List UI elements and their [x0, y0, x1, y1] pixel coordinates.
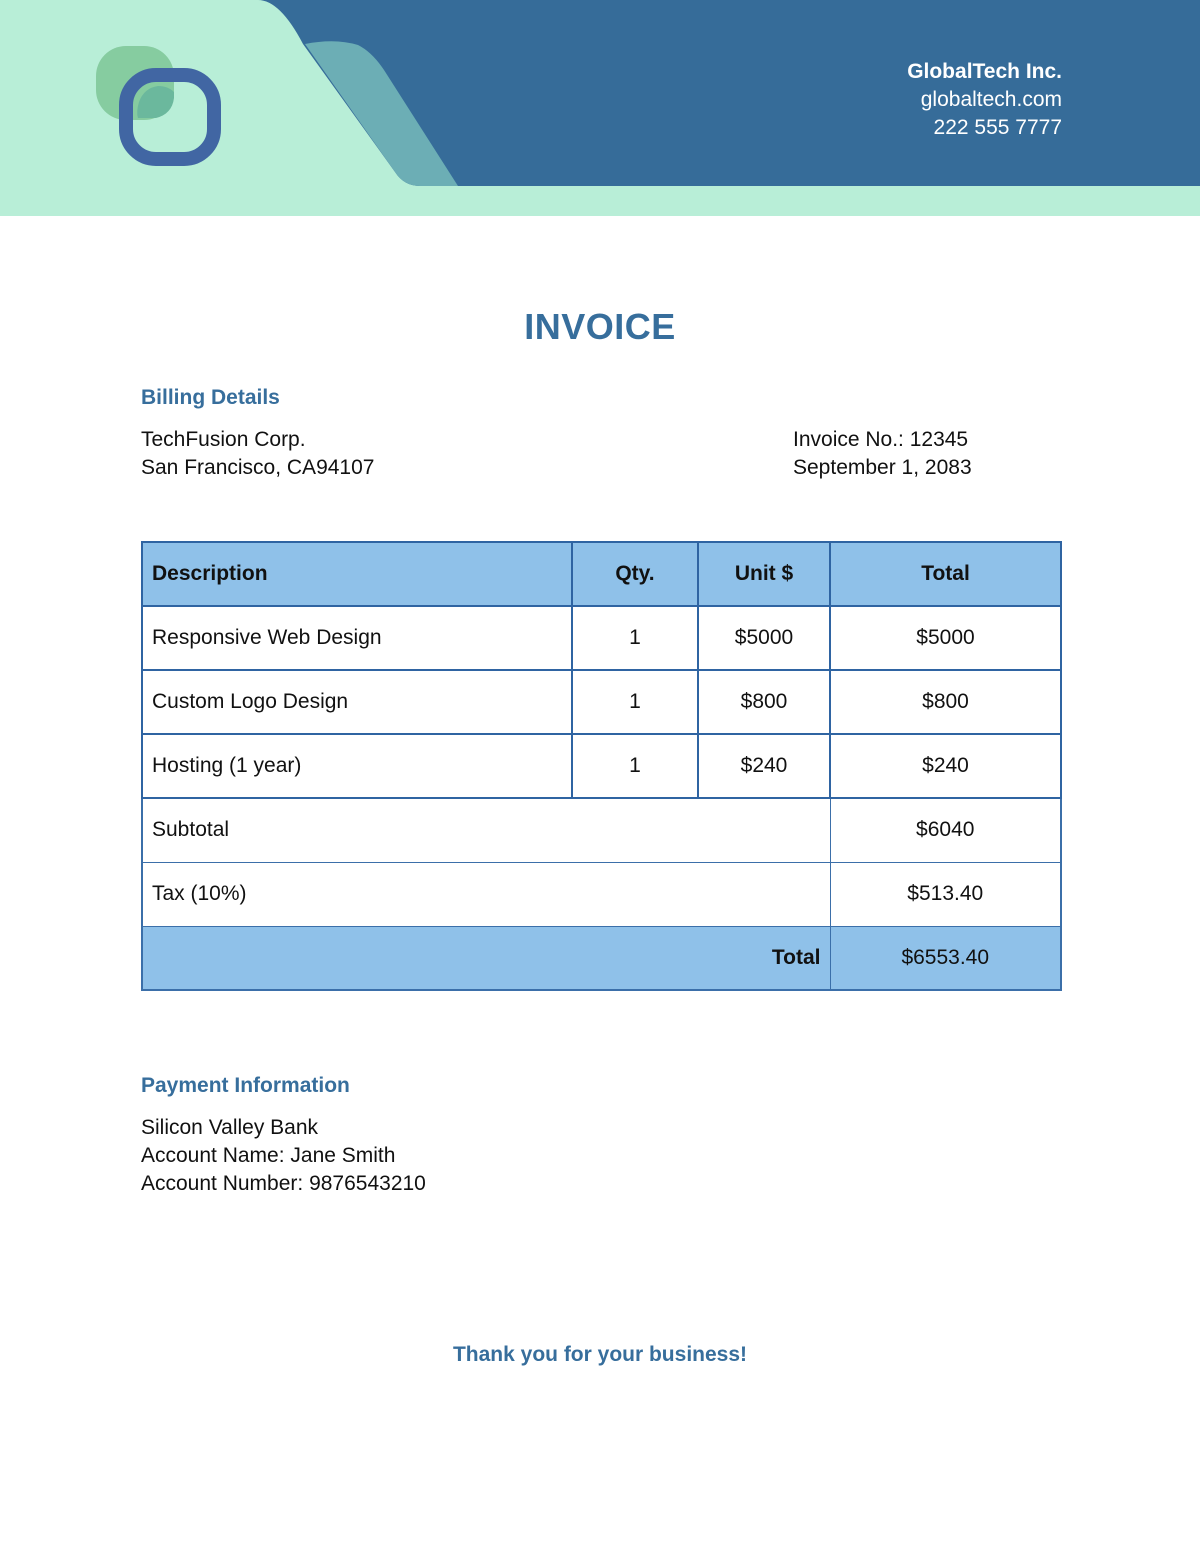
- page-title: INVOICE: [524, 306, 676, 347]
- client-info: [141, 426, 374, 482]
- invoice-items-table: [141, 541, 1062, 991]
- billing-details-label: Billing Details: [141, 386, 280, 409]
- header-banner: [0, 0, 1200, 216]
- invoice-date: September 1, 2083: [793, 456, 972, 479]
- subtotal-value: $6040: [830, 798, 1061, 862]
- grand-total-value: $6553.40: [830, 926, 1061, 990]
- tax-label: Tax (10%): [142, 862, 830, 926]
- row-description: Custom Logo Design: [142, 670, 572, 734]
- bank-name: Silicon Valley Bank: [141, 1116, 319, 1139]
- row-description: Responsive Web Design: [142, 606, 572, 670]
- account-name: Account Name: Jane Smith: [141, 1144, 396, 1167]
- company-logo-icon: [92, 42, 232, 172]
- row-total: $800: [830, 670, 1061, 734]
- grand-total-row: [142, 926, 1061, 990]
- row-total: $5000: [830, 606, 1061, 670]
- account-number: Account Number: 9876543210: [141, 1172, 426, 1195]
- row-qty: 1: [572, 734, 698, 798]
- tax-value: $513.40: [830, 862, 1061, 926]
- client-name: TechFusion Corp.: [141, 428, 306, 451]
- table-row: [142, 734, 1061, 798]
- table-row: [142, 670, 1061, 734]
- column-header-total: Total: [830, 542, 1061, 606]
- subtotal-label: Subtotal: [142, 798, 830, 862]
- grand-total-label: Total: [142, 926, 830, 990]
- thank-you-message: Thank you for your business!: [452, 1343, 748, 1366]
- client-address: San Francisco, CA94107: [141, 456, 375, 479]
- tax-row: [142, 862, 1061, 926]
- table-header-row: [142, 542, 1061, 606]
- company-name: GlobalTech Inc.: [907, 60, 1062, 83]
- column-header-description: Description: [142, 542, 572, 606]
- column-header-qty: Qty.: [572, 542, 698, 606]
- table-row: [142, 606, 1061, 670]
- company-website[interactable]: globaltech.com: [920, 88, 1062, 111]
- company-phone: 222 555 7777: [933, 116, 1062, 139]
- row-unit-price: $240: [698, 734, 830, 798]
- row-unit-price: $800: [698, 670, 830, 734]
- subtotal-row: [142, 798, 1061, 862]
- payment-info: [141, 1114, 426, 1198]
- row-description: Hosting (1 year): [142, 734, 572, 798]
- row-qty: 1: [572, 670, 698, 734]
- invoice-meta: [793, 426, 972, 482]
- payment-information-label: Payment Information: [141, 1074, 350, 1097]
- row-unit-price: $5000: [698, 606, 830, 670]
- row-qty: 1: [572, 606, 698, 670]
- invoice-number: Invoice No.: 12345: [793, 428, 969, 451]
- column-header-unit: Unit $: [698, 542, 830, 606]
- company-contact: [907, 58, 1062, 142]
- row-total: $240: [830, 734, 1061, 798]
